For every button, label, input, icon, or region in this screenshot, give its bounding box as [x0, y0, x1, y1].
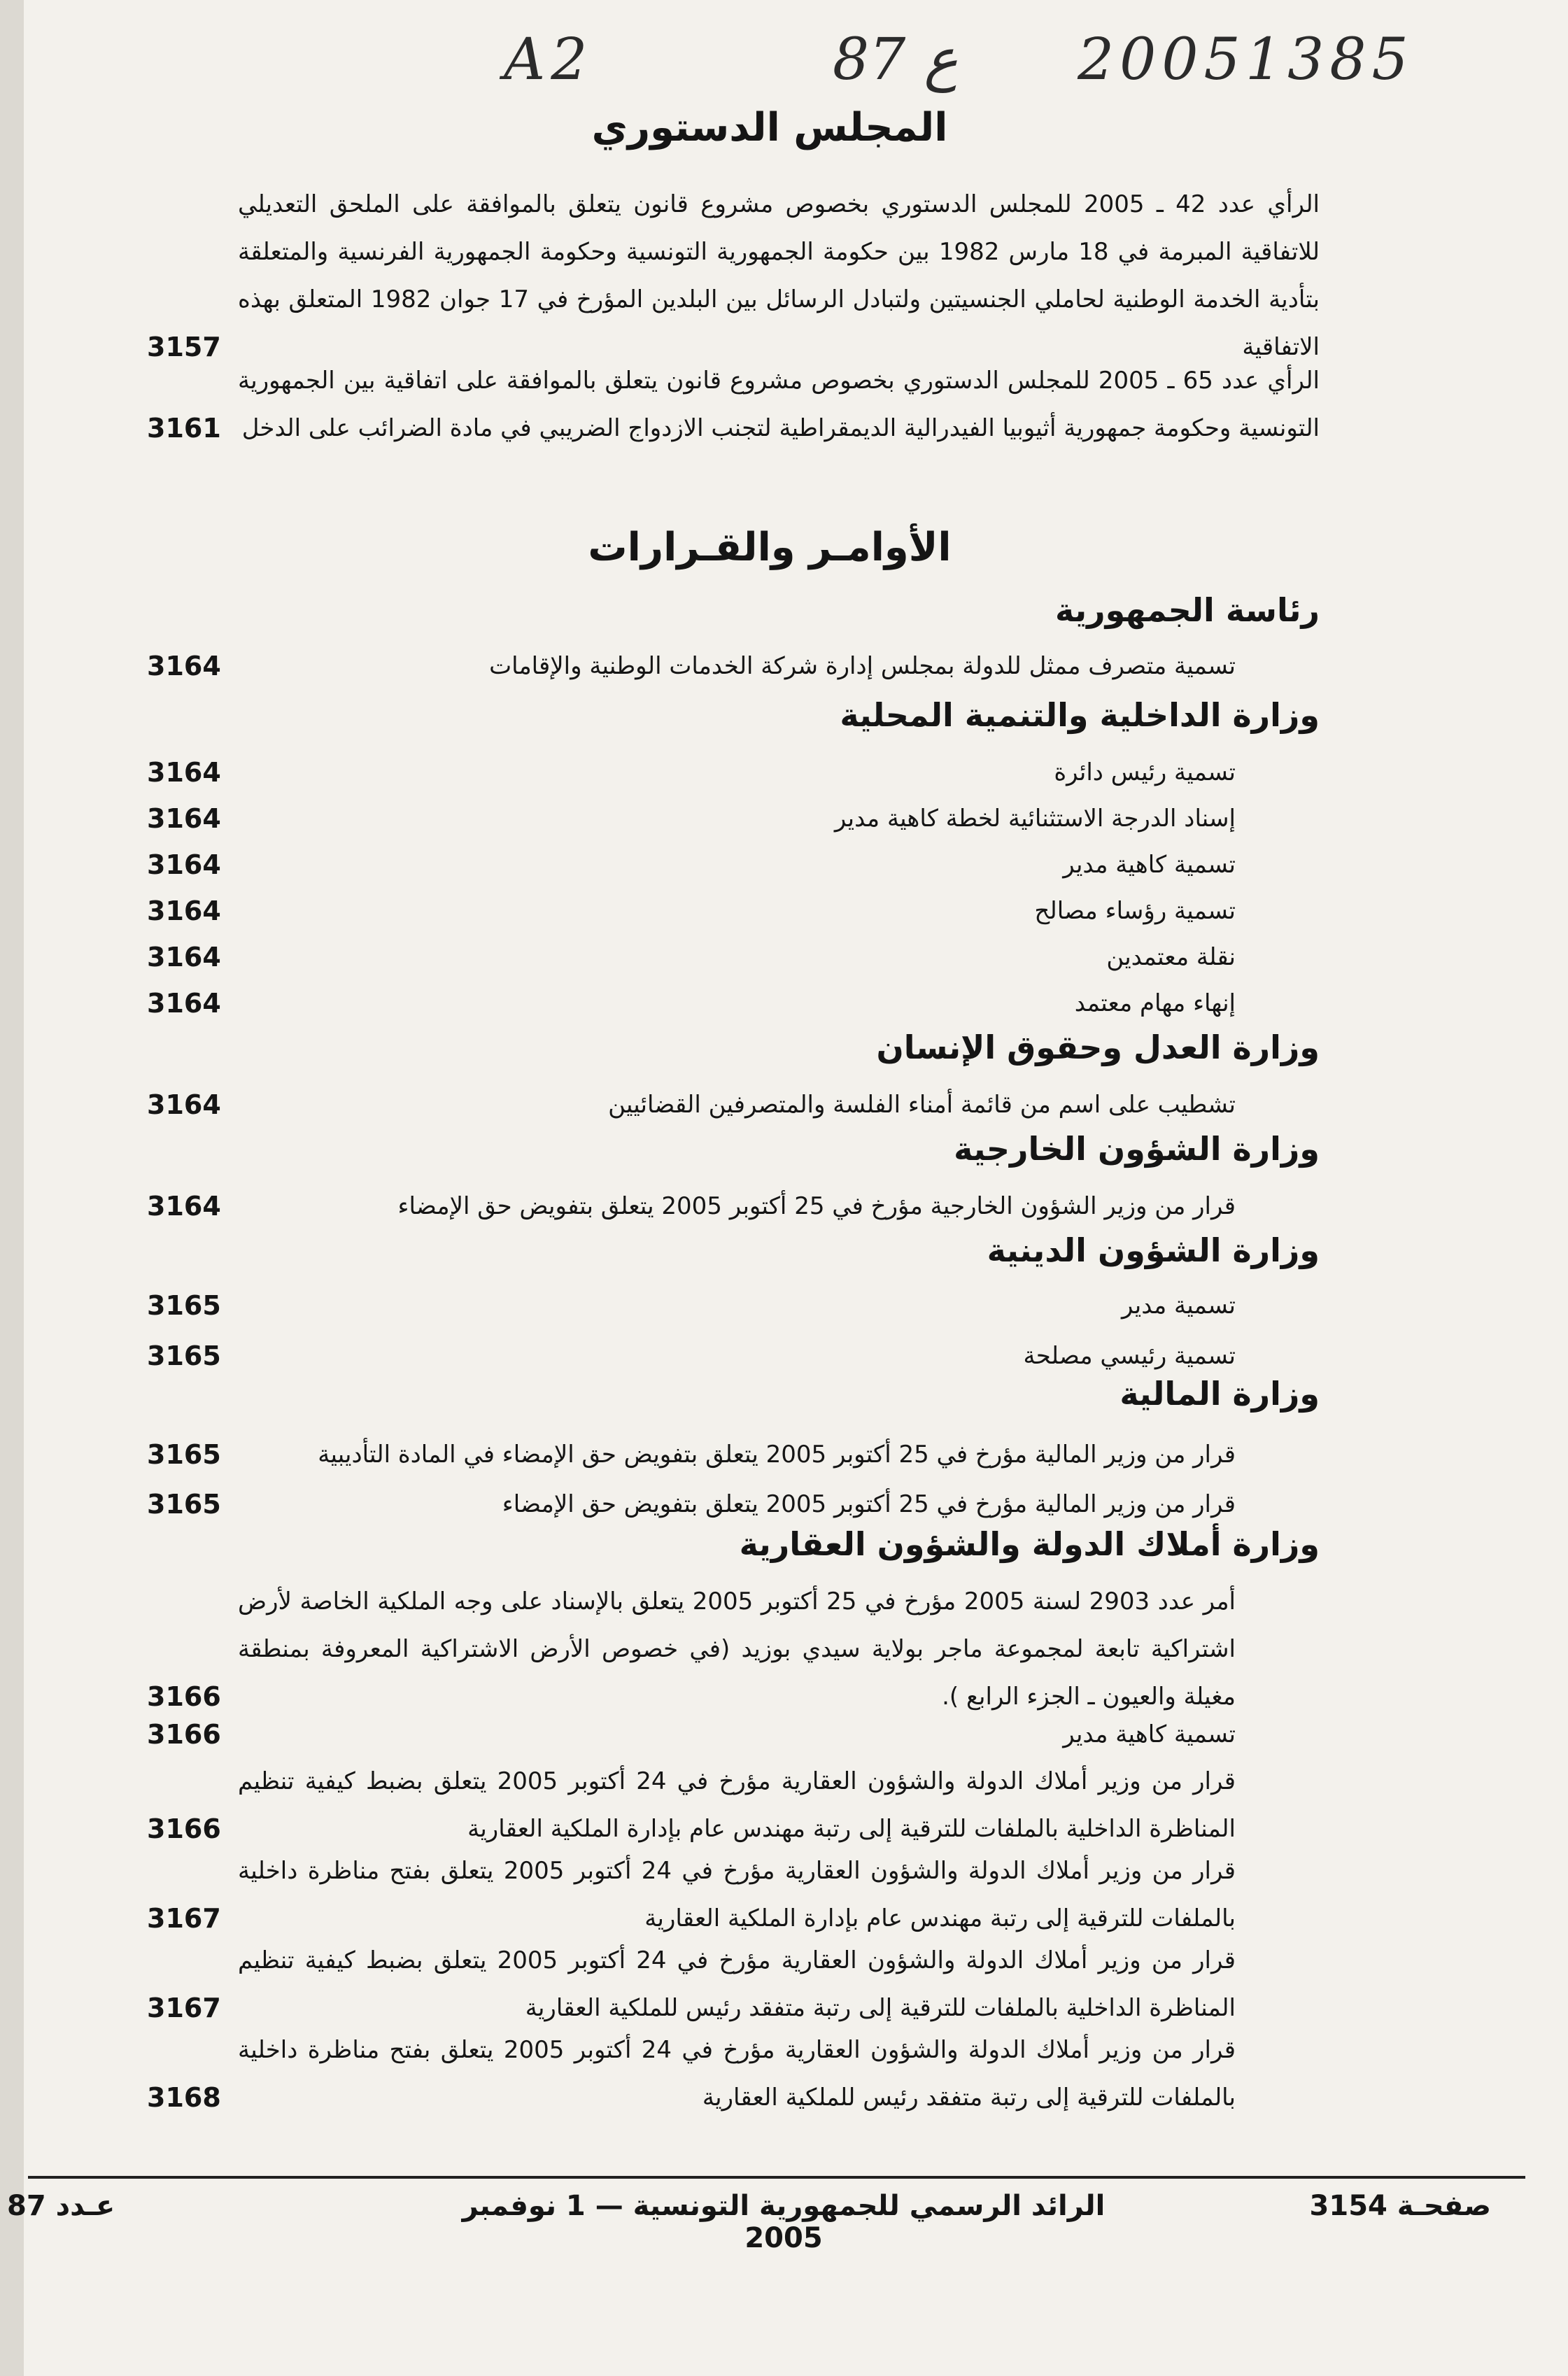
page-number: 3164	[147, 1191, 221, 1222]
entry-text: إنهاء مهام معتمد	[1074, 989, 1236, 1017]
toc-entry	[147, 2026, 1320, 2121]
toc-entry	[147, 642, 1320, 690]
handwritten-note-a: A2	[504, 27, 593, 93]
handwritten-note-d: 1385	[1245, 27, 1414, 93]
entry-text: قرار من وزير أملاك الدولة والشؤون العقارية مؤرخ في 24 أكتوبر 2005 يتعلق بضبط كيفية تنظيم المناظرة الداخلية بالملفات للترقية إلى رتبة مهندس عام بإدارة الملكية العقارية	[238, 1767, 1236, 1843]
toc-entry	[147, 1480, 1320, 1528]
council-entry	[147, 181, 1320, 371]
toc-entry	[147, 1758, 1320, 1853]
section-title: رئاسة الجمهورية	[1054, 591, 1320, 629]
section-title: وزارة أملاك الدولة والشؤون العقارية	[739, 1525, 1320, 1563]
entry-text: نقلة معتمدين	[1106, 943, 1236, 971]
page-number: 3157	[147, 332, 221, 362]
entry-text: قرار من وزير أملاك الدولة والشؤون العقارية مؤرخ في 24 أكتوبر 2005 يتعلق بفتح مناظرة داخلية بالملفات للترقية إلى رتبة مهندس عام بإدارة الملكية العقارية	[238, 1857, 1236, 1932]
footer-publication: الرائد الرسمي للجمهورية التونسية — 1 نوفمبر 2005	[462, 2190, 1106, 2254]
toc-entry	[147, 1182, 1320, 1230]
page-number: 3161	[147, 413, 221, 444]
entry-text: قرار من وزير الشؤون الخارجية مؤرخ في 25 أكتوبر 2005 يتعلق بتفويض حق الإمضاء	[397, 1192, 1236, 1220]
page-number: 3165	[147, 1489, 221, 1520]
entry-text: أمر عدد 2903 لسنة 2005 مؤرخ في 25 أكتوبر 2005 يتعلق بالإسناد على وجه الملكية الخاصة لأرض اشتراكية تابعة لمجموعة ماجر بولاية سيدي بوزيد (في خصوص الأرض الاشتراكية المعروفة بمنطقة مغيلة والعيون ـ الجزء الرابع ).	[238, 1587, 1236, 1711]
entry-text: تسمية كاهية مدير	[1063, 1720, 1236, 1748]
page-number: 3164	[147, 803, 221, 834]
entry-text: تسمية رئيس دائرة	[1054, 758, 1236, 786]
page-number: 3166	[147, 1681, 221, 1712]
page-number: 3164	[147, 651, 221, 681]
toc-entry	[147, 841, 1320, 889]
page-number: 3167	[147, 1993, 221, 2023]
toc-entry	[147, 1847, 1320, 1942]
toc-entry	[147, 1578, 1320, 1720]
page-number: 3164	[147, 1089, 221, 1120]
entry-text: قرار من وزير أملاك الدولة والشؤون العقارية مؤرخ في 24 أكتوبر 2005 يتعلق بضبط كيفية تنظيم المناظرة الداخلية بالملفات للترقية إلى رتبة متفقد رئيس للملكية العقارية	[238, 1946, 1236, 2022]
footer-issue-number: عـدد 87	[7, 2190, 115, 2222]
toc-entry	[147, 1332, 1320, 1380]
section-title: وزارة الشؤون الخارجية	[954, 1130, 1320, 1168]
section-title: وزارة الشؤون الدينية	[987, 1231, 1320, 1269]
council-title: المجلس الدستوري	[591, 105, 948, 150]
page-number: 3165	[147, 1341, 221, 1371]
entry-text: تسمية مدير	[1121, 1292, 1236, 1320]
handwritten-note-b: 87 ع	[833, 27, 959, 93]
toc-entry	[147, 749, 1320, 796]
entry-text: قرار من وزير المالية مؤرخ في 25 أكتوبر 2005 يتعلق بتفويض حق الإمضاء	[502, 1490, 1236, 1518]
entry-text: الرأي عدد 65 ـ 2005 للمجلس الدستوري بخصوص مشروع قانون يتعلق بالموافقة على اتفاقية بين الجمهورية التونسية وحكومة جمهورية أثيوبيا الفيدرالية الديمقراطية لتجنب الازدواج الضريبي في مادة الضرائب على الدخل	[238, 367, 1320, 442]
toc-entry	[147, 1431, 1320, 1478]
section-title: وزارة المالية	[1120, 1375, 1320, 1413]
handwritten-note-c: 2005	[1078, 27, 1246, 93]
entry-text: الرأي عدد 42 ـ 2005 للمجلس الدستوري بخصوص مشروع قانون يتعلق بالموافقة على الملحق التعديلي للاتفاقية المبرمة في 18 مارس 1982 بين حكومة الجمهورية التونسية وحكومة الجمهورية الفرنسية والمتعلقة بتأدية الخدمة الوطنية لحاملي الجنسيتين ولتبادل الرسائل بين البلدين المؤرخ في 17 جوان 1982 المتعلق بهذه الاتفاقية	[238, 190, 1320, 361]
footer-page-number: صفحـة 3154	[1309, 2190, 1491, 2222]
entry-text: تسمية رئيسي مصلحة	[1023, 1342, 1236, 1370]
page-number: 3166	[147, 1813, 221, 1844]
page-number: 3165	[147, 1439, 221, 1470]
toc-entry	[147, 1711, 1320, 1758]
entry-text: قرار من وزير أملاك الدولة والشؤون العقارية مؤرخ في 24 أكتوبر 2005 يتعلق بفتح مناظرة داخلية بالملفات للترقية إلى رتبة متفقد رئيس للملكية العقارية	[238, 2036, 1236, 2112]
section-title: وزارة العدل وحقوق الإنسان	[876, 1028, 1320, 1066]
footer-divider	[28, 2176, 1525, 2179]
page-number: 3164	[147, 896, 221, 926]
section-title: وزارة الداخلية والتنمية المحلية	[840, 696, 1320, 734]
toc-entry	[147, 1081, 1320, 1129]
page-number: 3164	[147, 942, 221, 973]
toc-entry	[147, 1937, 1320, 2032]
toc-entry	[147, 933, 1320, 981]
page-number: 3168	[147, 2082, 221, 2113]
page-number: 3164	[147, 849, 221, 880]
toc-entry	[147, 795, 1320, 842]
toc-entry	[147, 887, 1320, 935]
toc-entry	[147, 1282, 1320, 1329]
orders-title: الأوامـر والقـرارات	[588, 525, 952, 570]
scan-shadow-edge	[0, 0, 24, 2376]
entry-text: تشطيب على اسم من قائمة أمناء الفلسة والمتصرفين القضائيين	[608, 1091, 1236, 1119]
entry-text: تسمية متصرف ممثل للدولة بمجلس إدارة شركة الخدمات الوطنية والإقامات	[489, 652, 1236, 680]
entry-text: إسناد الدرجة الاستثنائية لخطة كاهية مدير	[834, 805, 1236, 833]
council-entry	[147, 357, 1320, 452]
page-number: 3164	[147, 988, 221, 1019]
entry-text: تسمية كاهية مدير	[1063, 851, 1236, 879]
page-number: 3165	[147, 1290, 221, 1321]
page-number: 3167	[147, 1903, 221, 1934]
page-number: 3166	[147, 1719, 221, 1750]
handwritten-annotation	[504, 14, 1448, 98]
entry-text: تسمية رؤساء مصالح	[1034, 897, 1236, 925]
page-number: 3164	[147, 757, 221, 788]
entry-text: قرار من وزير المالية مؤرخ في 25 أكتوبر 2005 يتعلق بتفويض حق الإمضاء في المادة التأديبية	[318, 1441, 1236, 1469]
toc-entry	[147, 980, 1320, 1027]
